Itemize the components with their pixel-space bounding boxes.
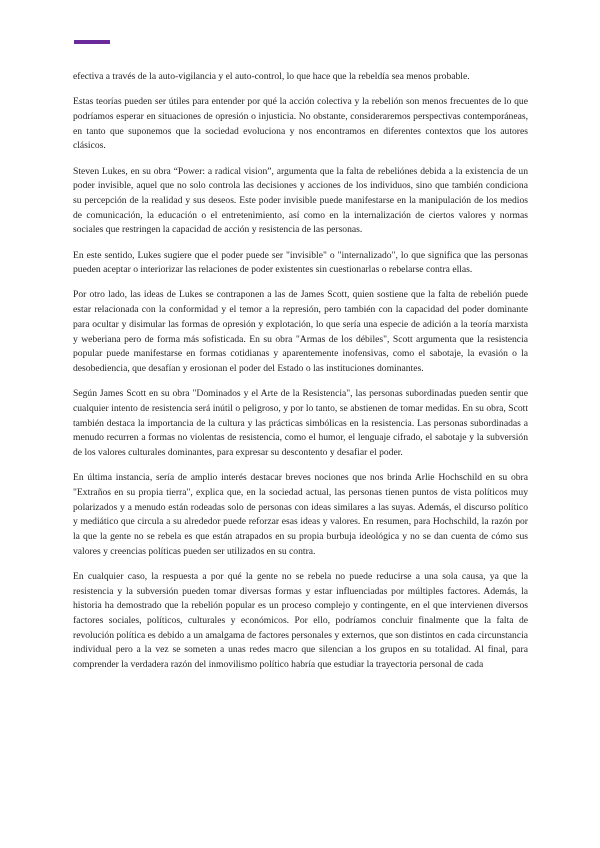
paragraph: En última instancia, sería de amplio interés destacar breves nociones que nos brinda Arlie Hochschild en su obra "Extraños en su propia tierra", explica que, en la sociedad actual, las personas tienen puntos de vista políticos muy polarizados y a menudo están rodeadas solo de personas con ideas similares a las suyas. Además, el discurso político y mediático que circula a su alrededor puede reforzar esas ideas y valores. En resumen, para Hochschild, la razón por la que la gente no se rebela es que están atrapados en su propia burbuja ideológica y no se dan cuenta de cómo sus valores y creencias políticas pueden ser utilizados en su contra. — [73, 472, 528, 557]
paragraph: En este sentido, Lukes sugiere que el poder puede ser "invisible" o "internalizado", lo que significa que las personas pueden aceptar o interiorizar las relaciones de poder existentes sin cuestionarlas o rebelarse contra ellas. — [73, 249, 528, 276]
paragraph: Por otro lado, las ideas de Lukes se contraponen a las de James Scott, quien sostiene que la falta de rebelión puede estar relacionada con la conformidad y el temor a la represión, pero también con la capacidad del poder dominante para ocultar y disimular las formas de opresión y explotación, lo que sería una especie de adición a la teoría marxista y weberiana pero de forma más sofisticada. En su obra "Armas de los débiles", Scott argumenta que la resistencia popular puede manifestarse en formas cotidianas y aparentemente inofensivas, como el sabotaje, la evasión o la desobediencia, que desafían y erosionan el poder del Estado o las instituciones dominantes. — [73, 289, 528, 374]
paragraph: Estas teorías pueden ser útiles para entender por qué la acción colectiva y la rebelión son menos frecuentes de lo que podríamos esperar en situaciones de opresión o injusticia. No obstante, consideraremos perspectivas contemporáneas, en tanto que suponemos que la sociedad evoluciona y nos encontramos en diferentes contextos que los autores clásicos. — [73, 96, 528, 152]
paragraph: Según James Scott en su obra "Dominados y el Arte de la Resistencia", las personas subordinadas pueden sentir que cualquier intento de resistencia será inútil o peligroso, y por lo tanto, se abstienen de tomar medidas. En su obra, Scott también destaca la importancia de la cultura y las prácticas simbólicas en la resistencia. Las personas subordinadas a menudo recurren a formas no violentas de resistencia, como el humor, el lenguaje cifrado, el sabotaje y la subversión de los valores culturales dominantes, para expresar su descontento y desafiar el poder. — [73, 388, 528, 458]
document-body — [73, 70, 528, 683]
paragraph: Steven Lukes, en su obra “Power: a radical vision”, argumenta que la falta de rebeliónes debida a la existencia de un poder invisible, aquel que no solo controla las decisiones y acciones de los individuos, sino que también condiciona su percepción de la realidad y sus deseos. Este poder invisible puede manifestarse en la manipulación de los medios de comunicación, la educación o el entretenimiento, así como en la internalización de ciertos valores y normas sociales que restringen la capacidad de acción y resistencia de las personas. — [73, 165, 528, 236]
paragraph: En cualquier caso, la respuesta a por qué la gente no se rebela no puede reducirse a una sola causa, ya que la resistencia y la subversión pueden tomar diversas formas y estar influenciadas por múltiples factores. Además, la historia ha demostrado que la rebelión popular es un proceso complejo y contingente, en el que intervienen diversos factores sociales, políticos, culturales y económicos. Por ello, podríamos concluir finalmente que la falta de revolución política es debido a un amalgama de factores personales y externos, que son distintos en cada circunstancia individual pero a la vez se someten a unas redes macro que silencian a los grupos en su totalidad. Al final, para comprender la verdadera razón del inmovilismo político habría que estudiar la trayectoria personal de cada — [73, 570, 528, 671]
header-accent-bar — [74, 40, 110, 44]
paragraph: efectiva a través de la auto-vigilancia y el auto-control, lo que hace que la rebeldía sea menos probable. — [73, 71, 470, 82]
